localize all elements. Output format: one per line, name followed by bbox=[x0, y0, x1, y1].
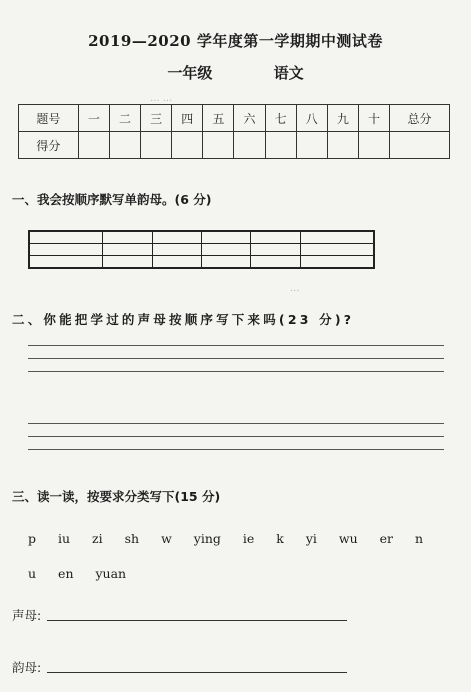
pinyin-item: w bbox=[161, 531, 172, 546]
section-3-title: 三、读一读，按要求分类写下(15 分) bbox=[12, 489, 221, 504]
grid-cell[interactable] bbox=[251, 231, 300, 244]
writing-line[interactable] bbox=[28, 449, 444, 450]
score-table-cell: 四 bbox=[172, 105, 203, 132]
score-input-cell[interactable] bbox=[203, 132, 234, 159]
bleed-through-mark: ··· ··· bbox=[150, 96, 173, 107]
score-input-cell[interactable] bbox=[141, 132, 172, 159]
pinyin-item: yi bbox=[305, 531, 317, 546]
pinyin-item: p bbox=[28, 531, 37, 546]
grid-cell[interactable] bbox=[152, 244, 201, 256]
score-input-cell[interactable] bbox=[296, 132, 327, 159]
score-table-cell: 总分 bbox=[390, 105, 450, 132]
grade-label: 一年级 bbox=[167, 64, 213, 82]
grid-cell[interactable] bbox=[103, 231, 152, 244]
score-table-cell: 六 bbox=[234, 105, 265, 132]
shengmu-answer-line[interactable] bbox=[47, 620, 347, 621]
score-table-cell: 三 bbox=[141, 105, 172, 132]
writing-line[interactable] bbox=[28, 436, 444, 437]
grid-cell[interactable] bbox=[201, 231, 250, 244]
grid-cell[interactable] bbox=[251, 244, 300, 256]
score-input-cell[interactable] bbox=[234, 132, 265, 159]
exam-subtitle bbox=[0, 62, 471, 83]
grid-cell[interactable] bbox=[201, 244, 250, 256]
score-input-cell[interactable] bbox=[390, 132, 450, 159]
score-table-cell: 题号 bbox=[19, 105, 79, 132]
pinyin-writing-grid[interactable] bbox=[28, 230, 375, 269]
yunmu-answer-line[interactable] bbox=[47, 672, 347, 673]
pinyin-item: k bbox=[276, 531, 284, 546]
grid-cell[interactable] bbox=[251, 256, 300, 269]
writing-line[interactable] bbox=[28, 345, 444, 346]
grid-cell[interactable] bbox=[300, 256, 374, 269]
score-table-cell: 二 bbox=[109, 105, 140, 132]
writing-lines-group-1[interactable] bbox=[28, 345, 444, 384]
score-table-header-row bbox=[19, 105, 450, 132]
pinyin-item: en bbox=[58, 566, 74, 581]
pinyin-item: wu bbox=[338, 531, 358, 546]
pinyin-item: zi bbox=[92, 531, 103, 546]
grid-cell[interactable] bbox=[300, 231, 374, 244]
grid-cell[interactable] bbox=[152, 231, 201, 244]
score-input-cell[interactable] bbox=[327, 132, 358, 159]
shengmu-answer-row bbox=[12, 606, 347, 624]
writing-line[interactable] bbox=[28, 423, 444, 424]
grid-cell[interactable] bbox=[29, 244, 103, 256]
pinyin-list-row-1 bbox=[28, 531, 441, 546]
score-input-cell[interactable] bbox=[78, 132, 109, 159]
grid-cell[interactable] bbox=[152, 256, 201, 269]
bleed-through-mark: ··· bbox=[290, 286, 300, 297]
exam-title: 2019—2020 学年度第一学期期中测试卷 bbox=[88, 32, 383, 50]
writing-line[interactable] bbox=[28, 358, 444, 359]
score-table-score-row bbox=[19, 132, 450, 159]
score-table bbox=[18, 104, 450, 159]
pinyin-item: n bbox=[414, 531, 424, 546]
score-table-cell: 八 bbox=[296, 105, 327, 132]
grid-cell[interactable] bbox=[103, 244, 152, 256]
shengmu-label: 声母: bbox=[12, 608, 42, 623]
score-input-cell[interactable] bbox=[172, 132, 203, 159]
pinyin-item: sh bbox=[124, 531, 140, 546]
subject-label: 语文 bbox=[273, 64, 304, 82]
grid-cell[interactable] bbox=[29, 231, 103, 244]
score-row-label: 得分 bbox=[19, 132, 79, 159]
grid-cell[interactable] bbox=[29, 256, 103, 269]
score-input-cell[interactable] bbox=[358, 132, 389, 159]
score-table-cell: 一 bbox=[78, 105, 109, 132]
score-input-cell[interactable] bbox=[109, 132, 140, 159]
writing-line[interactable] bbox=[28, 371, 444, 372]
yunmu-answer-row bbox=[12, 658, 347, 676]
section-2-title: 二、你能把学过的声母按顺序写下来吗(23 分)? bbox=[12, 312, 355, 327]
section-1-title: 一、我会按顺序默写单韵母。(6 分) bbox=[12, 192, 212, 207]
score-table-cell: 五 bbox=[203, 105, 234, 132]
pinyin-item: ie bbox=[242, 531, 255, 546]
pinyin-list-row-2 bbox=[28, 566, 144, 581]
score-input-cell[interactable] bbox=[265, 132, 296, 159]
pinyin-item: ying bbox=[193, 531, 221, 546]
score-table-cell: 七 bbox=[265, 105, 296, 132]
writing-lines-group-2[interactable] bbox=[28, 423, 444, 462]
score-table-cell: 九 bbox=[327, 105, 358, 132]
score-table-cell: 十 bbox=[358, 105, 389, 132]
yunmu-label: 韵母: bbox=[12, 660, 42, 675]
pinyin-item: er bbox=[379, 531, 393, 546]
pinyin-item: iu bbox=[58, 531, 71, 546]
grid-cell[interactable] bbox=[300, 244, 374, 256]
pinyin-item: yuan bbox=[95, 566, 127, 581]
grid-cell[interactable] bbox=[103, 256, 152, 269]
grid-cell[interactable] bbox=[201, 256, 250, 269]
pinyin-item: u bbox=[28, 566, 37, 581]
